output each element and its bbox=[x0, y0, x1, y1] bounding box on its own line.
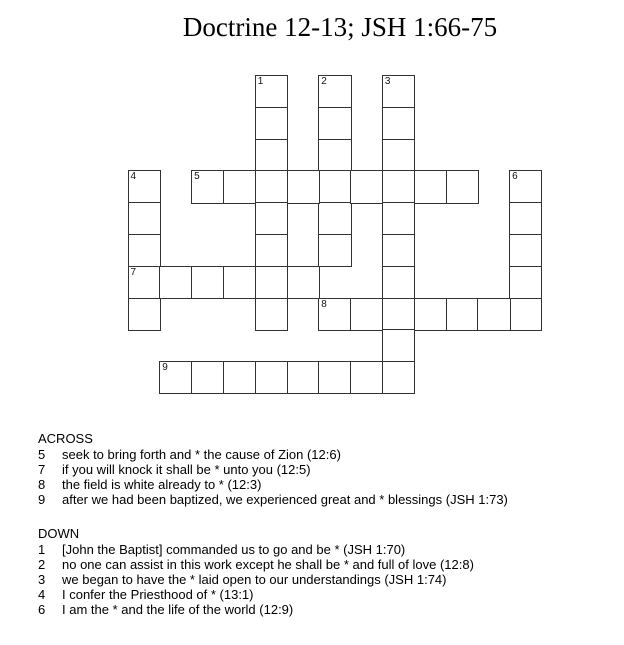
grid-cell-r3-c10[interactable] bbox=[446, 170, 479, 203]
clue-text: after we had been baptized, we experienced great and * blessings (JSH 1:73) bbox=[62, 492, 508, 507]
grid-cell-r3-c9[interactable] bbox=[414, 170, 447, 203]
grid-cell-r5-c4[interactable] bbox=[255, 234, 288, 267]
cell-number: 5 bbox=[194, 171, 200, 183]
grid-cell-r6-c12[interactable] bbox=[509, 266, 542, 299]
clue-number: 8 bbox=[38, 477, 46, 492]
clue-text: if you will knock it shall be * unto you (12:5) bbox=[62, 462, 311, 477]
grid-cell-r5-c6[interactable] bbox=[318, 234, 351, 267]
clue-across-5 bbox=[38, 447, 508, 462]
clue-across-8 bbox=[38, 477, 508, 492]
grid-cell-r8-c8[interactable] bbox=[382, 329, 415, 362]
across-clues-section bbox=[38, 431, 508, 507]
grid-cell-r2-c8[interactable] bbox=[382, 139, 415, 172]
grid-cell-r4-c0[interactable] bbox=[128, 202, 161, 235]
grid-cell-r3-c3[interactable] bbox=[223, 170, 256, 203]
grid-cell-r5-c12[interactable] bbox=[509, 234, 542, 267]
grid-cell-r9-c8[interactable] bbox=[382, 361, 415, 394]
grid-cell-r9-c5[interactable] bbox=[287, 361, 320, 394]
clue-down-3 bbox=[38, 572, 474, 587]
clue-number: 5 bbox=[38, 447, 46, 462]
grid-cell-r9-c6[interactable] bbox=[318, 361, 351, 394]
grid-cell-r5-c0[interactable] bbox=[128, 234, 161, 267]
grid-cell-r4-c8[interactable] bbox=[382, 202, 415, 235]
clue-text: I confer the Priesthood of * (13:1) bbox=[62, 587, 254, 602]
grid-cell-r2-c6[interactable] bbox=[318, 139, 351, 172]
grid-cell-r1-c6[interactable] bbox=[318, 107, 351, 140]
grid-cell-r3-c4[interactable] bbox=[255, 170, 288, 203]
clue-number: 2 bbox=[38, 557, 46, 572]
grid-cell-r3-c7[interactable] bbox=[350, 170, 383, 203]
grid-cell-r7-c12[interactable] bbox=[509, 298, 542, 331]
grid-cell-r5-c8[interactable] bbox=[382, 234, 415, 267]
grid-cell-r9-c2[interactable] bbox=[191, 361, 224, 394]
cell-number: 3 bbox=[384, 76, 391, 87]
grid-cell-r3-c5[interactable] bbox=[287, 170, 320, 203]
grid-cell-r9-c1[interactable] bbox=[159, 361, 192, 394]
clue-text: we began to have the * laid open to our understandings (JSH 1:74) bbox=[62, 572, 447, 587]
grid-cell-r7-c7[interactable] bbox=[350, 298, 383, 331]
grid-cell-r9-c7[interactable] bbox=[350, 361, 383, 394]
grid-cell-r3-c12[interactable] bbox=[509, 170, 542, 203]
clue-text: I am the * and the life of the world (12:9) bbox=[62, 602, 294, 617]
clue-across-9 bbox=[38, 492, 508, 507]
grid-cell-r6-c2[interactable] bbox=[191, 266, 224, 299]
clue-text: no one can assist in this work except he shall be * and full of love (12:8) bbox=[62, 557, 474, 572]
cell-number: 1 bbox=[257, 76, 264, 87]
grid-cell-r7-c0[interactable] bbox=[128, 298, 161, 331]
grid-cell-r7-c8[interactable] bbox=[382, 298, 415, 331]
clue-text: the field is white already to * (12:3) bbox=[62, 477, 262, 492]
grid-cell-r6-c0[interactable] bbox=[128, 266, 161, 299]
clue-text: [John the Baptist] commanded us to go and be * (JSH 1:70) bbox=[62, 542, 406, 557]
grid-cell-r9-c4[interactable] bbox=[255, 361, 288, 394]
grid-cell-r6-c8[interactable] bbox=[382, 266, 415, 299]
grid-cell-r3-c0[interactable] bbox=[128, 170, 161, 203]
grid-cell-r6-c3[interactable] bbox=[223, 266, 256, 299]
clue-number: 1 bbox=[38, 542, 46, 557]
clue-down-6 bbox=[38, 602, 474, 617]
grid-cell-r2-c4[interactable] bbox=[255, 139, 288, 172]
across-header: ACROSS bbox=[38, 431, 93, 446]
down-clues-section bbox=[38, 526, 474, 617]
grid-cell-r6-c4[interactable] bbox=[255, 266, 288, 299]
clue-text: seek to bring forth and * the cause of Zion (12:6) bbox=[62, 447, 341, 462]
clue-down-4 bbox=[38, 587, 474, 602]
clue-down-2 bbox=[38, 557, 474, 572]
cell-number: 2 bbox=[321, 76, 327, 87]
grid-cell-r9-c3[interactable] bbox=[223, 361, 256, 394]
clue-down-1 bbox=[38, 542, 474, 557]
cell-number: 7 bbox=[130, 266, 137, 278]
grid-cell-r7-c11[interactable] bbox=[477, 298, 510, 331]
grid-cell-r1-c4[interactable] bbox=[255, 107, 288, 140]
cell-number: 6 bbox=[512, 171, 518, 183]
clue-number: 3 bbox=[38, 572, 46, 587]
grid-cell-r1-c8[interactable] bbox=[382, 107, 415, 140]
grid-cell-r0-c8[interactable] bbox=[382, 75, 415, 108]
cell-number: 4 bbox=[130, 171, 137, 183]
cell-number: 8 bbox=[321, 298, 327, 310]
grid-cell-r3-c2[interactable] bbox=[191, 170, 224, 203]
clue-number: 6 bbox=[38, 602, 46, 617]
clue-number: 4 bbox=[38, 587, 46, 602]
clue-across-7 bbox=[38, 462, 508, 477]
grid-cell-r4-c6[interactable] bbox=[318, 202, 351, 235]
grid-cell-r7-c10[interactable] bbox=[446, 298, 479, 331]
grid-cell-r4-c12[interactable] bbox=[509, 202, 542, 235]
grid-cell-r6-c1[interactable] bbox=[159, 266, 192, 299]
grid-cell-r7-c9[interactable] bbox=[414, 298, 447, 331]
grid-cell-r4-c4[interactable] bbox=[255, 202, 288, 235]
grid-cell-r6-c5[interactable] bbox=[287, 266, 320, 299]
cell-number: 9 bbox=[162, 362, 168, 374]
grid-cell-r7-c6[interactable] bbox=[318, 298, 351, 331]
clue-number: 7 bbox=[38, 462, 46, 477]
grid-cell-r3-c6[interactable] bbox=[318, 170, 351, 203]
clue-number: 9 bbox=[38, 492, 46, 507]
grid-cell-r0-c6[interactable] bbox=[318, 75, 351, 108]
down-header: DOWN bbox=[38, 526, 80, 541]
grid-cell-r3-c8[interactable] bbox=[382, 170, 415, 203]
grid-cell-r0-c4[interactable] bbox=[255, 75, 288, 108]
puzzle-title: Doctrine 12-13; JSH 1:66-75 bbox=[182, 12, 498, 42]
grid-cell-r7-c4[interactable] bbox=[255, 298, 288, 331]
